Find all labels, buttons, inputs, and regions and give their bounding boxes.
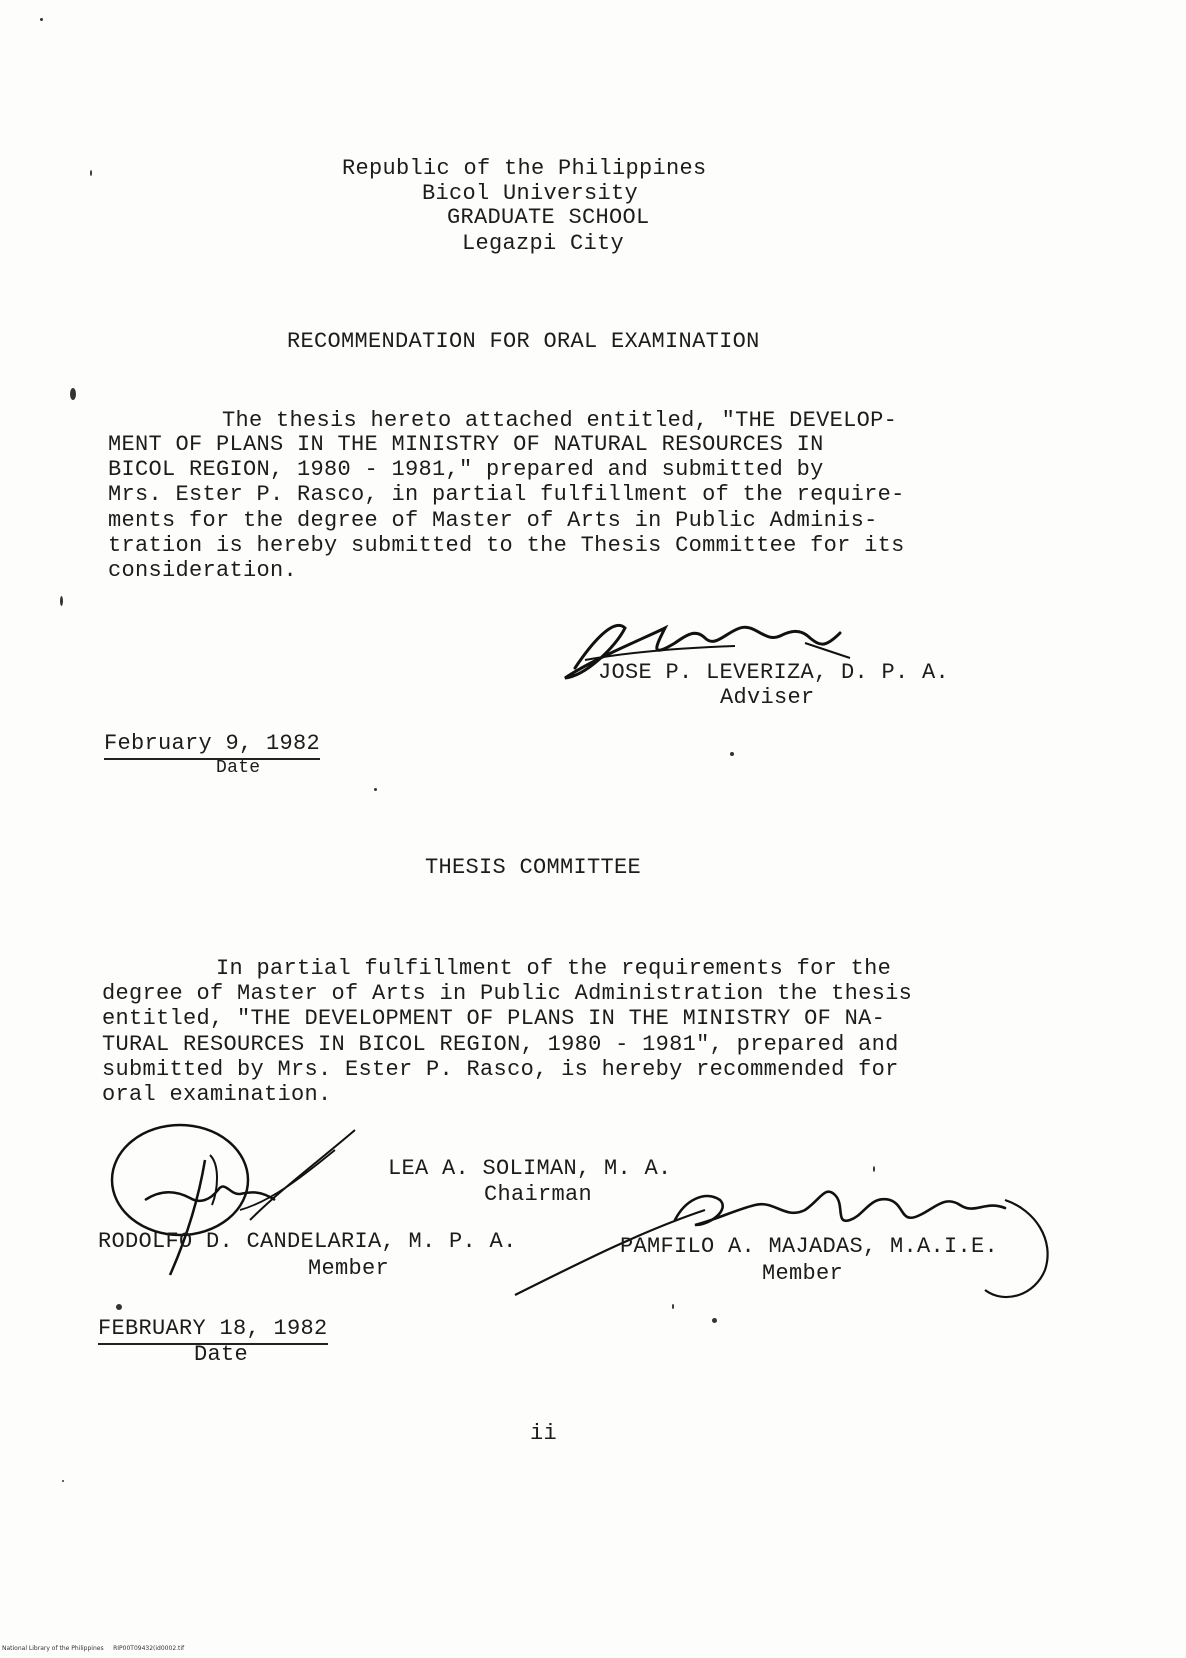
- scanner-footer-note: National Library of the Philippines RIP00T09432(id0002.tif: [2, 1645, 185, 1652]
- committee-paragraph-line: oral examination.: [102, 1082, 332, 1107]
- adviser-role: Adviser: [720, 685, 815, 710]
- recommendation-title: RECOMMENDATION FOR ORAL EXAMINATION: [287, 329, 760, 354]
- committee-paragraph-line: degree of Master of Arts in Public Administration the thesis: [102, 981, 913, 1006]
- scan-speck: [873, 1166, 875, 1172]
- committee-title: THESIS COMMITTEE: [425, 855, 642, 880]
- committee-date-label: Date: [194, 1342, 249, 1367]
- header-republic: Republic of the Philippines: [342, 156, 707, 181]
- member2-role: Member: [762, 1261, 844, 1286]
- scan-speck: [90, 170, 92, 176]
- committee-paragraph-line: In partial fulfillment of the requirements for the: [216, 956, 892, 981]
- member2-name: PAMFILO A. MAJADAS, M.A.I.E.: [620, 1234, 999, 1259]
- header-university: Bicol University: [422, 181, 639, 206]
- scan-speck: [40, 18, 43, 21]
- recommendation-date: February 9, 1982: [104, 731, 320, 760]
- committee-paragraph-line: TURAL RESOURCES IN BICOL REGION, 1980 - 1981", prepared and: [102, 1032, 899, 1057]
- committee-date: FEBRUARY 18, 1982: [98, 1316, 328, 1345]
- scan-speck: [70, 388, 76, 400]
- member1-name: RODOLFO D. CANDELARIA, M. P. A.: [98, 1229, 517, 1254]
- recommendation-paragraph-line: The thesis hereto attached entitled, "THE DEVELOP-: [222, 408, 898, 433]
- chairman-role: Chairman: [484, 1182, 593, 1207]
- scan-speck: [374, 788, 377, 791]
- chairman-name: LEA A. SOLIMAN, M. A.: [388, 1156, 672, 1181]
- committee-paragraph-line: submitted by Mrs. Ester P. Rasco, is hereby recommended for: [102, 1057, 899, 1082]
- page-number: ii: [530, 1421, 558, 1446]
- adviser-name: JOSE P. LEVERIZA, D. P. A.: [598, 660, 950, 685]
- scan-speck: [116, 1304, 122, 1310]
- member1-role: Member: [308, 1256, 390, 1281]
- scan-speck: [712, 1318, 717, 1323]
- scan-speck: [60, 596, 63, 606]
- header-city: Legazpi City: [462, 231, 625, 256]
- committee-paragraph-line: entitled, "THE DEVELOPMENT OF PLANS IN THE MINISTRY OF NA-: [102, 1006, 886, 1031]
- recommendation-paragraph-line: consideration.: [108, 558, 298, 583]
- scan-speck: [62, 1480, 64, 1482]
- recommendation-paragraph-line: ments for the degree of Master of Arts in Public Adminis-: [108, 508, 878, 533]
- recommendation-paragraph-line: MENT OF PLANS IN THE MINISTRY OF NATURAL RESOURCES IN: [108, 432, 824, 457]
- recommendation-paragraph-line: BICOL REGION, 1980 - 1981," prepared and submitted by: [108, 457, 824, 482]
- recommendation-paragraph-line: tration is hereby submitted to the Thesis Committee for its: [108, 533, 905, 558]
- scan-speck: [672, 1304, 674, 1309]
- header-graduate-school: GRADUATE SCHOOL: [447, 205, 650, 230]
- recommendation-date-label: Date: [216, 758, 261, 778]
- recommendation-paragraph-line: Mrs. Ester P. Rasco, in partial fulfillment of the require-: [108, 482, 905, 507]
- scan-speck: [730, 752, 734, 756]
